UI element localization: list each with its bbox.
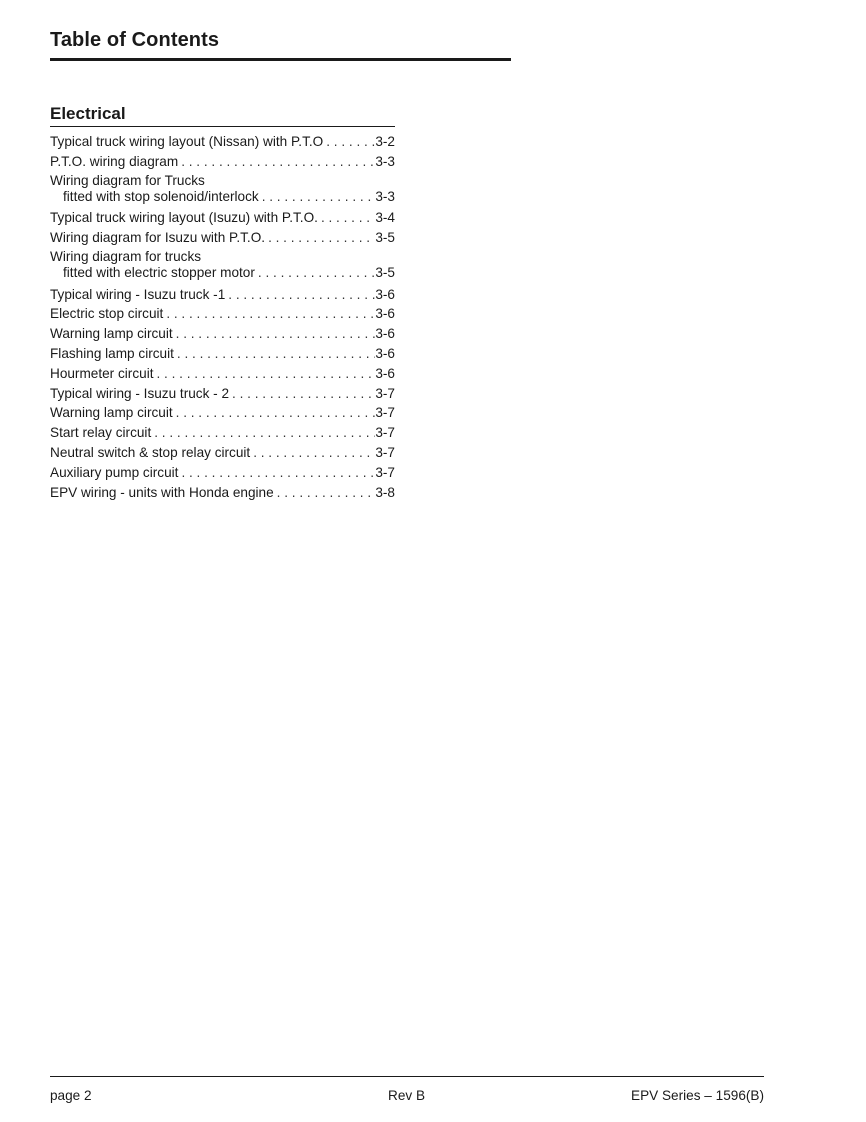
toc-entry-title: Auxiliary pump circuit	[50, 464, 179, 480]
toc-entry-row	[50, 265, 395, 282]
toc-entry-row	[50, 403, 395, 423]
toc-entry-row	[50, 384, 395, 404]
toc-entry[interactable]	[50, 304, 395, 324]
toc-entry[interactable]	[50, 248, 395, 282]
toc-dot-leader	[323, 132, 375, 152]
toc-entry[interactable]	[50, 324, 395, 344]
toc-entry[interactable]	[50, 285, 395, 305]
toc-entry-title: Typical truck wiring layout (Nissan) with P.T.O	[50, 134, 324, 149]
toc-entry-page: 3-4	[375, 210, 395, 226]
title-divider	[50, 58, 511, 61]
toc-entry-page: 3-6	[375, 345, 395, 361]
toc-entry[interactable]	[50, 132, 395, 152]
toc-entry-title: Wiring diagram for Isuzu with P.T.O.	[50, 230, 266, 246]
toc-entry-page: 3-7	[375, 425, 395, 441]
toc-entry-title: Warning lamp circuit	[50, 326, 173, 342]
toc-entry-title: Flashing lamp circuit	[50, 345, 174, 361]
toc-entry-title: Electric stop circuit	[50, 306, 164, 322]
toc-entry-row	[50, 364, 395, 384]
toc-entry-title: P.T.O. wiring diagram	[50, 153, 179, 169]
toc-entry-page: 3-7	[375, 444, 395, 460]
toc-dot-leader	[173, 403, 376, 423]
toc-entry-row	[50, 132, 395, 152]
toc-entry-row	[50, 324, 395, 344]
toc-dot-leader	[255, 265, 375, 282]
toc-dot-leader	[178, 152, 375, 172]
toc-entry-page: 3-6	[375, 286, 395, 302]
toc-entry-title: Hourmeter circuit	[50, 365, 154, 381]
toc-dot-leader	[250, 443, 375, 463]
footer-divider	[50, 1076, 764, 1077]
section-divider	[50, 126, 395, 127]
toc-entry-page: 3-3	[375, 188, 395, 204]
toc-entry-page: 3-7	[375, 405, 395, 421]
footer-revision: Rev B	[388, 1088, 426, 1103]
toc-entry-title: Warning lamp circuit	[50, 405, 173, 421]
toc-entry-page: 3-8	[375, 484, 395, 500]
toc-entry-page: 3-7	[375, 385, 395, 401]
toc-dot-leader	[259, 189, 376, 206]
footer-page-number: page 2	[50, 1088, 92, 1103]
toc-entry-page: 3-7	[375, 464, 395, 480]
toc-entry-title: EPV wiring - units with Honda engine	[50, 484, 274, 500]
toc-entry[interactable]	[50, 364, 395, 384]
toc-dot-leader	[163, 304, 375, 324]
toc-entry-page: 3-2	[375, 134, 395, 149]
toc-dot-leader	[274, 483, 376, 503]
toc-entry[interactable]	[50, 463, 395, 483]
toc-entry[interactable]	[50, 228, 395, 248]
toc-entry-title: fitted with electric stopper motor	[63, 264, 255, 280]
toc-entry-page: 3-3	[375, 153, 395, 169]
toc-dot-leader	[229, 384, 375, 404]
toc-entry-title-line1: Wiring diagram for trucks	[50, 248, 202, 264]
toc-entry[interactable]	[50, 443, 395, 463]
toc-dot-leader	[265, 228, 375, 248]
toc-dot-leader	[178, 463, 375, 483]
toc-entry-row	[50, 463, 395, 483]
toc-entry-row	[50, 483, 395, 503]
toc-list	[50, 132, 395, 502]
toc-entry-page: 3-6	[375, 365, 395, 381]
toc-entry[interactable]	[50, 208, 395, 228]
toc-entry-title: Typical truck wiring layout (Isuzu) with P.T.O.	[50, 210, 318, 226]
toc-entry-row	[50, 344, 395, 364]
toc-entry[interactable]	[50, 483, 395, 503]
toc-entry[interactable]	[50, 423, 395, 443]
toc-dot-leader	[225, 285, 375, 305]
toc-entry-title: Typical wiring - Isuzu truck -1	[50, 286, 226, 302]
toc-entry-row	[50, 443, 395, 463]
toc-entry-title: Neutral switch & stop relay circuit	[50, 444, 251, 460]
toc-entry-page: 3-5	[375, 264, 395, 280]
toc-entry[interactable]	[50, 152, 395, 172]
toc-entry[interactable]	[50, 344, 395, 364]
toc-entry[interactable]	[50, 172, 395, 206]
page-title: Table of Contents	[50, 29, 220, 51]
toc-section-electrical	[50, 103, 395, 502]
toc-dot-leader	[151, 423, 375, 443]
toc-entry-row	[50, 208, 395, 228]
toc-entry-title: Start relay circuit	[50, 425, 152, 441]
toc-dot-leader	[173, 324, 376, 344]
toc-entry-page: 3-6	[375, 306, 395, 322]
toc-dot-leader	[154, 364, 376, 384]
toc-entry-title: Typical wiring - Isuzu truck - 2	[50, 385, 230, 401]
toc-dot-leader	[318, 208, 375, 228]
toc-entry-row	[50, 228, 395, 248]
toc-entry-title-line1: Wiring diagram for Trucks	[50, 172, 205, 188]
section-title: Electrical	[50, 104, 126, 123]
toc-entry-row	[50, 152, 395, 172]
toc-dot-leader	[174, 344, 375, 364]
toc-entry[interactable]	[50, 403, 395, 423]
toc-entry-page: 3-5	[375, 230, 395, 246]
toc-entry-row	[50, 304, 395, 324]
toc-entry-title: fitted with stop solenoid/interlock	[63, 188, 259, 204]
toc-entry-row	[50, 423, 395, 443]
footer-document-id: EPV Series – 1596(B)	[631, 1088, 764, 1103]
toc-entry[interactable]	[50, 384, 395, 404]
toc-entry-page: 3-6	[375, 326, 395, 342]
toc-entry-row	[50, 189, 395, 206]
toc-entry-row	[50, 285, 395, 305]
